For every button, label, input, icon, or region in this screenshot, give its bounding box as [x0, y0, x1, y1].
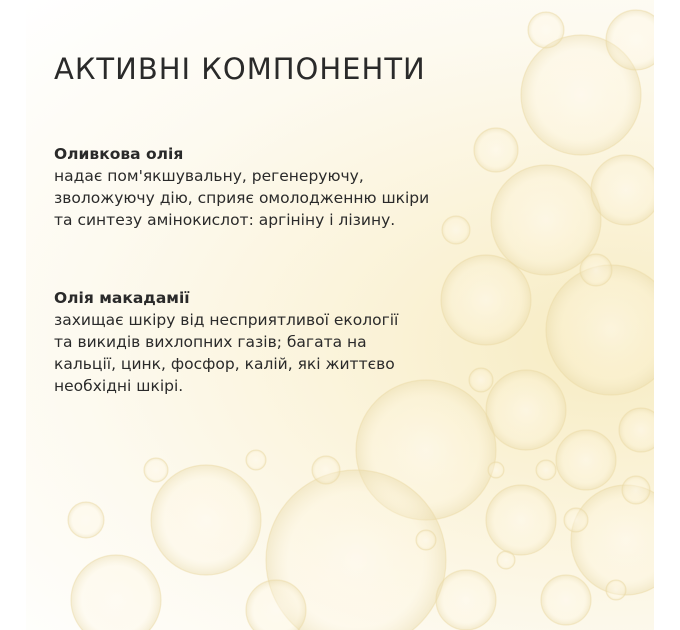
- ingredient-name: Оливкова олія: [54, 145, 184, 163]
- ingredient-description-line: кальції, цинк, фосфор, калій, які життєво: [54, 355, 395, 373]
- ingredient-name: Олія макадамії: [54, 289, 190, 307]
- ingredient-description-line: та викидів вихлопних газів; багата на: [54, 333, 367, 351]
- ingredient-description-line: захищає шкіру від несприятливої екології: [54, 311, 399, 329]
- ingredient-olive-oil: [54, 143, 474, 231]
- ingredient-macadamia-oil: [54, 287, 474, 397]
- ingredient-description-line: та синтезу амінокислот: аргініну і лізину.: [54, 211, 396, 229]
- ingredient-description-line: надає пом'якшувальну, регенеруючу,: [54, 167, 364, 185]
- ingredient-description-line: необхідні шкірі.: [54, 377, 184, 395]
- ingredient-description-line: зволожуючу дію, сприяє омолодженню шкіри: [54, 189, 430, 207]
- page-title: АКТИВНІ КОМПОНЕНТИ: [54, 52, 426, 86]
